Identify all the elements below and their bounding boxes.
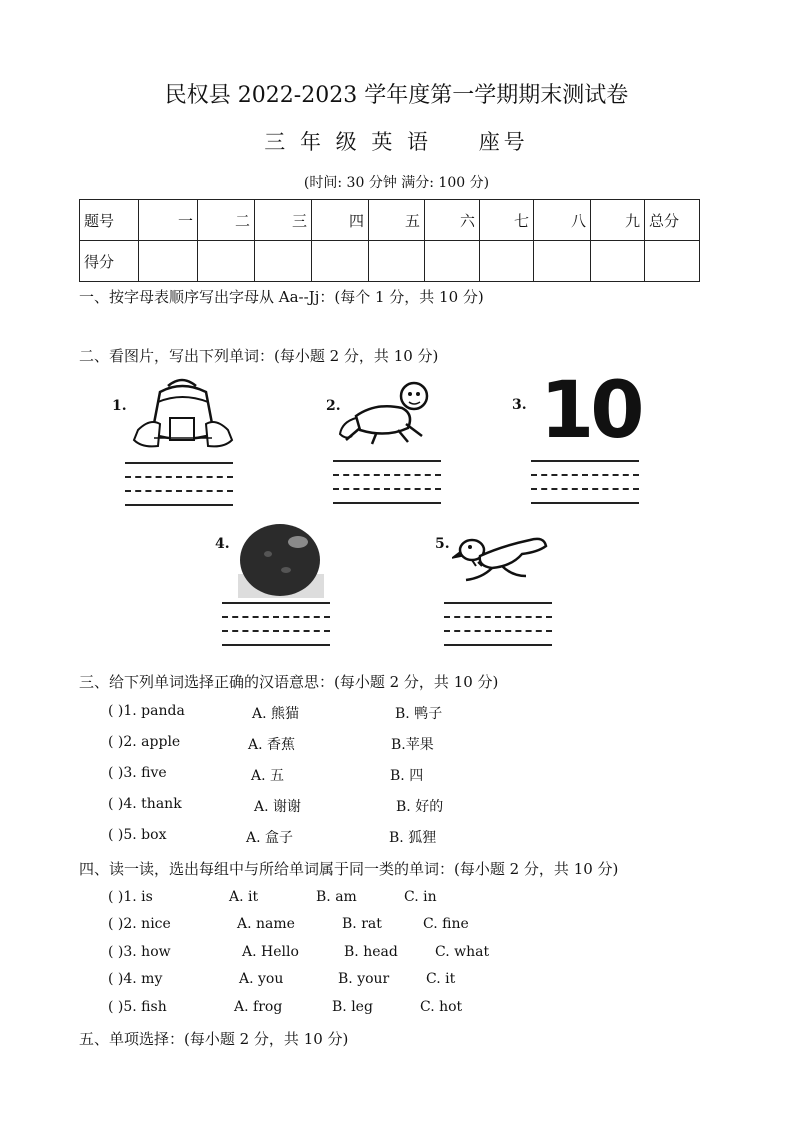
col-5: 五 — [369, 200, 425, 241]
option-b[interactable]: B. 好的 — [396, 799, 444, 815]
option-a[interactable]: A. frog — [234, 999, 283, 1015]
score-table-header-row — [80, 200, 700, 241]
answer-lines-4[interactable] — [222, 602, 330, 646]
row-label-score: 得分 — [80, 241, 139, 282]
option-b[interactable]: B. head — [344, 944, 398, 960]
answer-lines-3[interactable] — [531, 460, 639, 504]
option-a[interactable]: A. 盒子 — [246, 830, 294, 846]
question-text: ( )4. thank — [108, 796, 182, 812]
option-a[interactable]: A. it — [229, 889, 259, 905]
option-b[interactable]: B. leg — [332, 999, 373, 1015]
option-b[interactable]: B. 狐狸 — [389, 830, 437, 846]
section-4-title: 四、读一读，选出每组中与所给单词属于同一类的单词：(每小题 2 分，共 10 分) — [79, 860, 619, 878]
question-text: ( )1. panda — [108, 703, 185, 719]
col-total: 总分 — [645, 200, 700, 241]
option-a[interactable]: A. 五 — [251, 768, 285, 784]
answer-lines-1[interactable] — [125, 462, 233, 506]
score-cell[interactable] — [534, 241, 591, 282]
option-c[interactable]: C. fine — [423, 916, 469, 932]
question-text: ( )2. nice — [108, 916, 171, 932]
section-5-title: 五、单项选择：(每小题 2 分，共 10 分) — [79, 1030, 349, 1048]
picture-4-number: 4. — [215, 536, 230, 552]
question-text: ( )3. how — [108, 944, 171, 960]
answer-lines-5[interactable] — [444, 602, 552, 646]
question-text: ( )2. apple — [108, 734, 181, 750]
col-7: 七 — [480, 200, 534, 241]
score-cell[interactable] — [425, 241, 480, 282]
bird-icon — [452, 532, 550, 592]
option-a[interactable]: A. 香蕉 — [248, 737, 296, 753]
col-6: 六 — [425, 200, 480, 241]
score-table — [79, 199, 700, 282]
question-text: ( )1. is — [108, 889, 153, 905]
question-text: ( )5. fish — [108, 999, 167, 1015]
backpack-icon — [130, 378, 236, 454]
score-cell[interactable] — [139, 241, 198, 282]
answer-lines-2[interactable] — [333, 460, 441, 504]
col-8: 八 — [534, 200, 591, 241]
time-info: (时间: 30 分钟 满分: 100 分) — [303, 175, 490, 191]
fruit-icon — [238, 520, 324, 598]
option-a[interactable]: A. Hello — [242, 944, 299, 960]
page-subtitle — [0, 126, 793, 156]
option-a[interactable]: A. you — [239, 971, 284, 987]
seat-label: 座号 — [478, 130, 529, 154]
score-cell[interactable] — [369, 241, 425, 282]
question-text: ( )3. five — [108, 765, 167, 781]
question-text: ( )5. box — [108, 827, 167, 843]
option-c[interactable]: C. hot — [420, 999, 463, 1015]
option-c[interactable]: C. what — [435, 944, 490, 960]
option-c[interactable]: C. it — [426, 971, 456, 987]
picture-2-number: 2. — [326, 398, 341, 414]
score-cell[interactable] — [591, 241, 645, 282]
col-2: 二 — [198, 200, 255, 241]
col-9: 九 — [591, 200, 645, 241]
picture-3-number: 3. — [512, 397, 527, 413]
grade-subject: 三 年 级 英 语 — [264, 130, 432, 154]
option-a[interactable]: A. 谢谢 — [254, 799, 302, 815]
option-a[interactable]: A. 熊猫 — [252, 706, 300, 722]
option-b[interactable]: B. am — [316, 889, 357, 905]
option-b[interactable]: B. 鸭子 — [395, 706, 443, 722]
picture-1-number: 1. — [112, 398, 127, 414]
number-ten-icon: 10 — [540, 366, 641, 456]
section-3-title: 三、给下列单词选择正确的汉语意思：(每小题 2 分，共 10 分) — [79, 673, 499, 691]
score-table-score-row — [80, 241, 700, 282]
col-3: 三 — [255, 200, 312, 241]
section-2-title: 二、看图片，写出下列单词：(每小题 2 分，共 10 分) — [79, 347, 439, 365]
question-text: ( )4. my — [108, 971, 163, 987]
picture-5-number: 5. — [435, 536, 450, 552]
page-title: 民权县 2022-2023 学年度第一学期期末测试卷 — [164, 83, 629, 108]
option-a[interactable]: A. name — [237, 916, 295, 932]
score-cell[interactable] — [645, 241, 700, 282]
monkey-icon — [336, 378, 436, 450]
row-label-question: 题号 — [80, 200, 139, 241]
score-cell[interactable] — [255, 241, 312, 282]
score-cell[interactable] — [198, 241, 255, 282]
col-4: 四 — [312, 200, 369, 241]
col-1: 一 — [139, 200, 198, 241]
score-cell[interactable] — [312, 241, 369, 282]
option-c[interactable]: C. in — [404, 889, 437, 905]
option-b[interactable]: B. rat — [342, 916, 382, 932]
score-cell[interactable] — [480, 241, 534, 282]
option-b[interactable]: B. your — [338, 971, 390, 987]
option-b[interactable]: B. 四 — [390, 768, 424, 784]
option-b[interactable]: B.苹果 — [391, 737, 434, 753]
section-1-title: 一、按字母表顺序写出字母从 Aa--Jj：(每个 1 分，共 10 分) — [79, 288, 484, 306]
